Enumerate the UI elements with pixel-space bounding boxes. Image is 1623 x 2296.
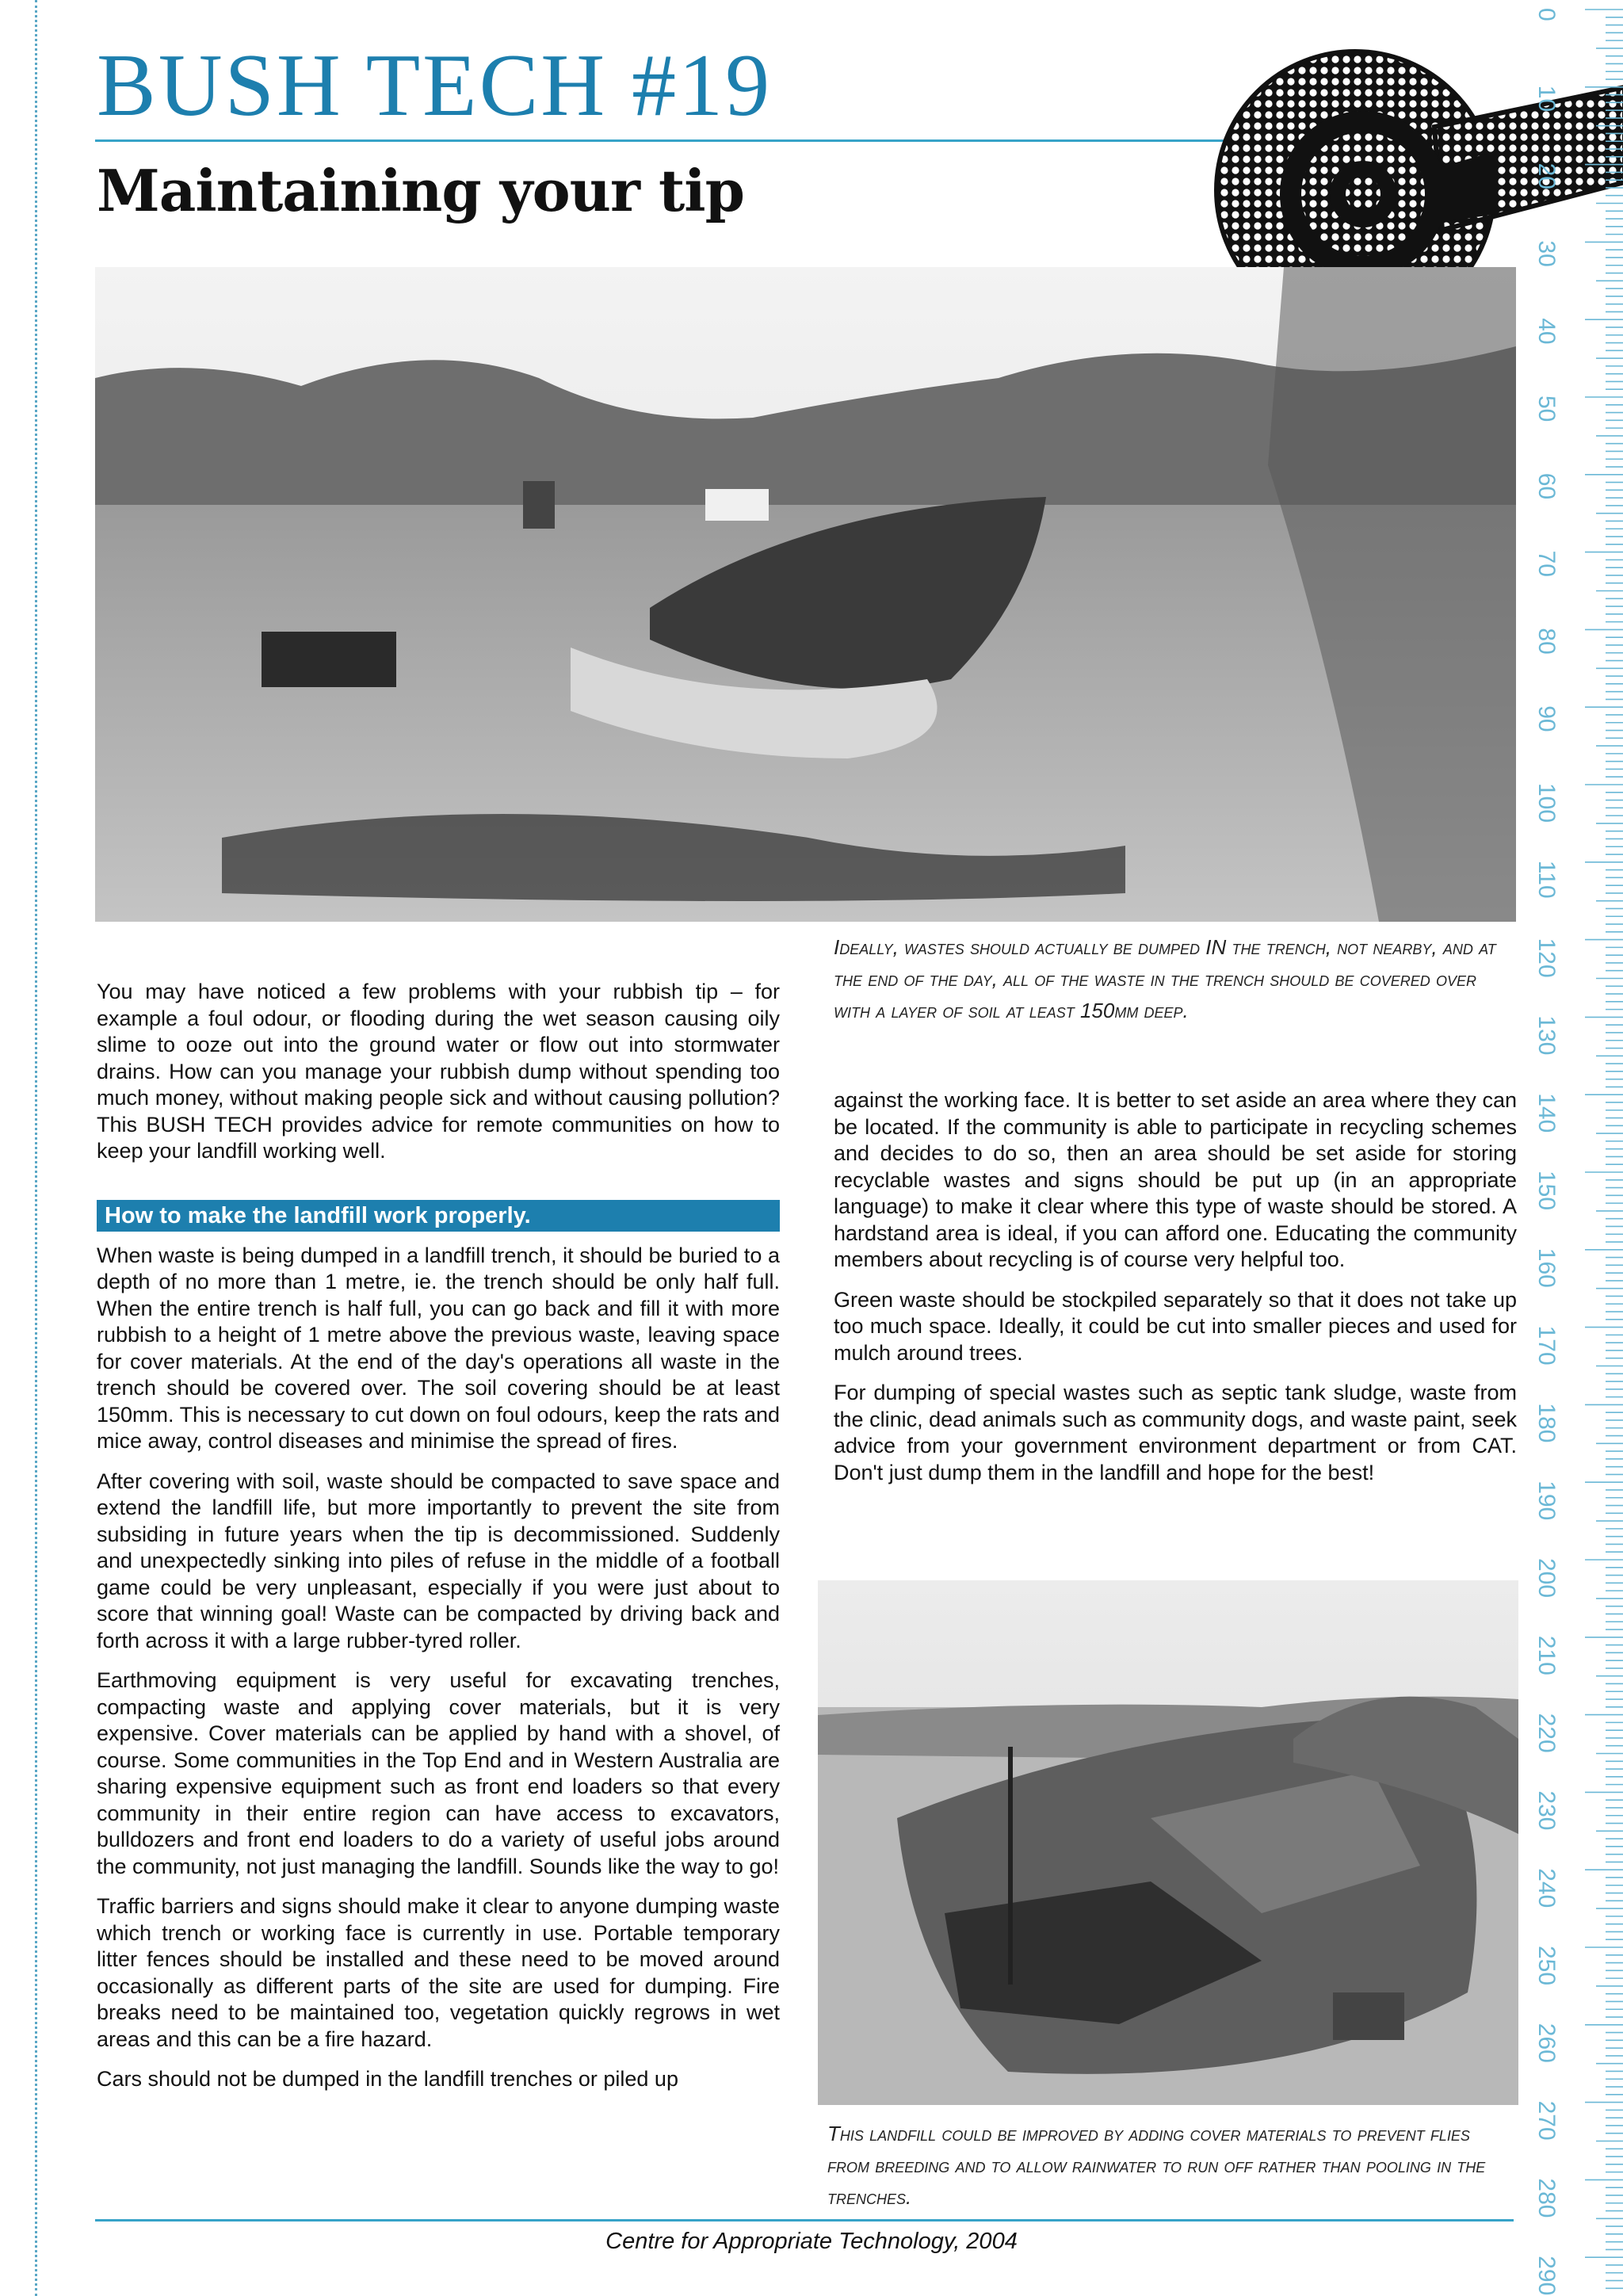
ruler-label: 260: [1533, 2023, 1560, 2063]
ruler-label: 210: [1533, 1635, 1560, 1675]
paragraph-2: After covering with soil, waste should be compacted to save space and extend the landfill life, but more importantly to prevent the site from subsiding in future years when the tip is decommissioned. Suddenly and unexpectedly sinking into piles of refuse in the middle of a football game could be very unpleasant, especially if you were just about to score that winning goal! Waste can be compacted by driving back and forth across it with a large rubber-tyred roller.: [97, 1469, 780, 1652]
ruler-label: 150: [1533, 1171, 1560, 1211]
ruler-label: 230: [1533, 1790, 1560, 1831]
page-title: Maintaining your tip: [97, 157, 744, 224]
ruler-label: 180: [1533, 1403, 1560, 1443]
footer-rule: [95, 2219, 1514, 2222]
footer-text: Centre for Appropriate Technology, 2004: [605, 2229, 1018, 2254]
ruler-label: 80: [1533, 628, 1560, 655]
ruler-label: 70: [1533, 550, 1560, 577]
left-dotted-border: [35, 0, 37, 2296]
right-paragraph-1: against the working face. It is better to set aside an area where they can be located. If the community is able to participate in recycling schemes and decides to do so, then an area should be set aside for storing recyclable wastes and signs should be put up (in an appropriate language) to make it clear where this type of waste should be stored. A hardstand area is ideal, if you can afford one. Educating the community members about recycling is of course very helpful too.: [834, 1088, 1517, 1271]
paragraph-1: When waste is being dumped in a landfill trench, it should be buried to a depth of no more than 1 metre, ie. the trench should be only half full. When the entire trench is half full, you can go back and fill it with more rubbish to a height of 1 metre above the previous waste, leaving space for cover materials. At the end of the day's operations all waste in the trench should be covered over. The soil covering should be at least 150mm. This is necessary to cut down on foul odours, keep the rats and mice away, control diseases and minimise the spread of fires.: [97, 1243, 780, 1453]
ruler-label: 60: [1533, 472, 1560, 500]
ruler-label: 140: [1533, 1093, 1560, 1133]
intro-paragraph: You may have noticed a few problems with your rubbish tip – for example a foul odour, or flooding during the wet season causing oily slime to ooze out into the ground water or flow out into stormwater drains. How can you manage your rubbish dump without spending too much money, without making people sick and without causing pollution? This BUSH TECH provides advice for remote communities on how to keep your landfill working well.: [97, 980, 780, 1163]
top-photo-caption: Ideally, wastes should actually be dumped IN the trench, not nearby, and at the end of the day, all of the waste in the trench should be covered over with a layer of soil at least 150mm deep.: [834, 935, 1496, 1022]
ruler-label: 280: [1533, 2178, 1560, 2218]
series-title: BUSH TECH #19: [97, 36, 773, 135]
right-paragraph-2: Green waste should be stockpiled separately so that it does not take up too much space. Ideally, it could be cut into smaller pieces and used for mulch around trees.: [834, 1287, 1517, 1365]
ruler-label: 240: [1533, 1868, 1560, 1908]
ruler-label: 40: [1533, 318, 1560, 345]
ruler-label: 30: [1533, 240, 1560, 267]
ruler-label: 220: [1533, 1713, 1560, 1753]
left-column: [97, 979, 780, 2107]
ruler-label: 10: [1533, 85, 1560, 113]
ruler-label: 120: [1533, 938, 1560, 978]
ruler-label: 290: [1533, 2256, 1560, 2296]
bottom-photo-caption: This landfill could be improved by adding cover materials to prevent flies from breeding and to allow rainwater to run off rather than pooling in the trenches.: [827, 2122, 1486, 2209]
ruler-label: 20: [1533, 162, 1560, 189]
ruler-label: 200: [1533, 1558, 1560, 1599]
ruler-label: 160: [1533, 1247, 1560, 1288]
paragraph-3: Earthmoving equipment is very useful for excavating trenches, compacting waste and applying cover materials, but it is very expensive. Cover materials can be applied by hand with a shovel, of course. Some communities in the Top End and in Western Australia are sharing expensive equipment such as front end loaders so that every community in their entire region can have access to excavators, bulldozers and front end loaders to do a variety of useful jobs around the community, not just managing the landfill. Sounds like the way to go!: [97, 1668, 780, 1878]
right-paragraph-3: For dumping of special wastes such as septic tank sludge, waste from the clinic, dead animals such as community dogs, and waste paint, seek advice from your government environment department or from CAT. Don't just dump them in the landfill and hope for the best!: [834, 1381, 1517, 1484]
ruler-label: 0: [1533, 8, 1560, 21]
paragraph-4: Traffic barriers and signs should make it clear to anyone dumping waste which trench or working face is currently in use. Portable temporary litter fences should be installed and these need to be moved around occasionally as different parts of the site are used for dumping. Fire breaks need to be maintained too, vegetation quickly regrows in wet areas and this can be a fire hazard.: [97, 1894, 780, 2051]
ruler-label: 130: [1533, 1015, 1560, 1056]
landfill-trench-photo: [95, 267, 1516, 922]
paragraph-5: Cars should not be dumped in the landfill trenches or piled up: [97, 2067, 678, 2091]
ruler-label: 50: [1533, 395, 1560, 422]
ruler-label: 90: [1533, 705, 1560, 732]
header-rule: [95, 139, 1268, 142]
ruler-label: 250: [1533, 1946, 1560, 1986]
ruler-label: 170: [1533, 1325, 1560, 1366]
right-column: [834, 1087, 1517, 1499]
ruler-label: 100: [1533, 783, 1560, 823]
side-ruler: [1528, 0, 1623, 2296]
ruler-label: 110: [1533, 860, 1560, 899]
landfill-debris-photo: [818, 1580, 1518, 2105]
ruler-label: 270: [1533, 2100, 1560, 2141]
ruler-label: 190: [1533, 1480, 1560, 1521]
section-heading: How to make the landfill work properly.: [97, 1200, 780, 1232]
